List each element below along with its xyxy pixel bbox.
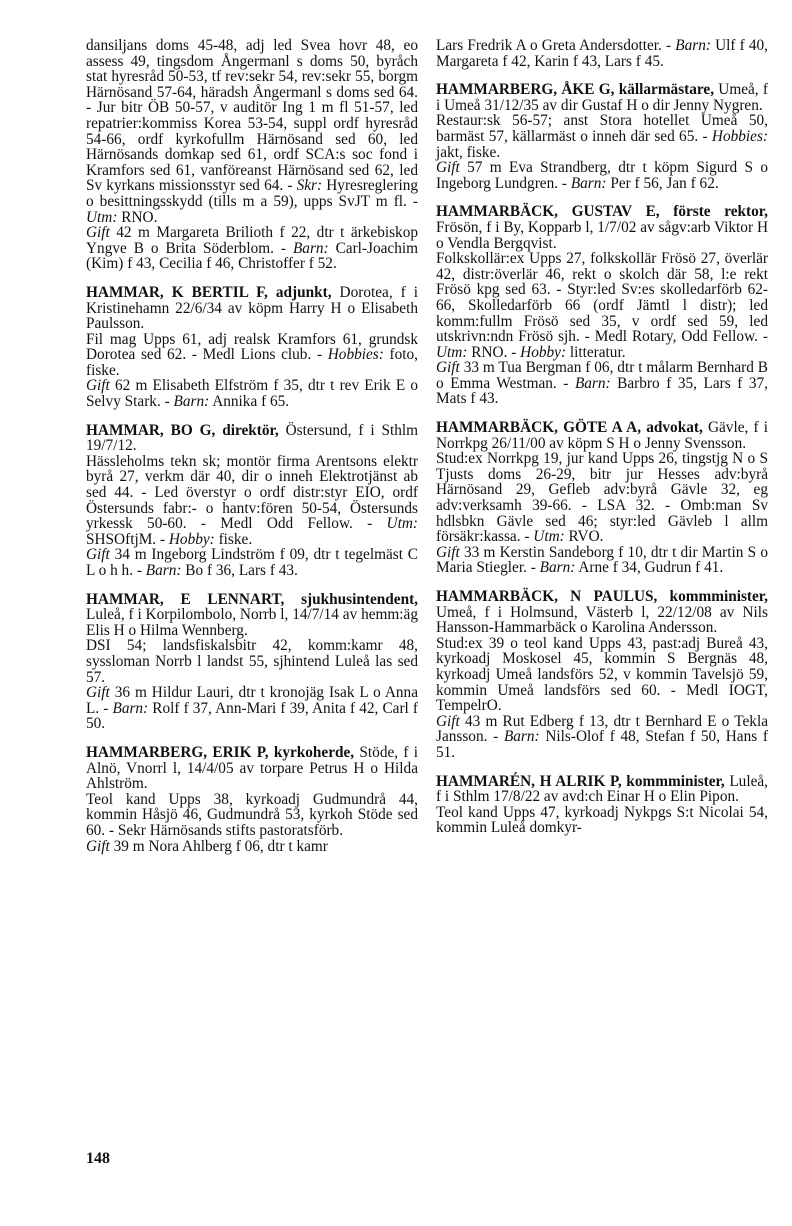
field-label: Barn: bbox=[574, 374, 611, 392]
text-run: Restaur:sk 56-57; anst Stora hotellet Umeå 50, barmäst 57, källarmäst o inneh där sed 65. - bbox=[436, 112, 768, 145]
text-run: fiske. bbox=[214, 530, 253, 548]
entry-paragraph bbox=[86, 547, 418, 578]
biography-entry bbox=[86, 423, 418, 579]
field-label: Barn: bbox=[112, 699, 149, 717]
text-run: DSI 54; landsfiskalsbitr 42, komm:kamr 48, syssloman Norrb l landst 55, sjhintend Luleå las sed 57. bbox=[86, 637, 418, 686]
entry-paragraph bbox=[436, 204, 768, 251]
text-run: 43 m Rut Edberg f 13, dtr t Bernhard E o Tekla Jansson. - bbox=[436, 712, 768, 746]
field-label: Hobbies: bbox=[327, 346, 384, 364]
text-run: dansiljans doms 45-48, adj led Svea hovr 48, eo assess 49, tingsdom Ångermanl s doms 50, byråch stat hyresråd 50-53, tf rev:sekr 54, rev:sekr 55, borgm Härnösand 57-64, häradsh Ångermanl s doms sed 64. - Jur bitr ÖB 50-57, v auditör Ing 1 m fl 51-57, led repatrier:kommiss Korea 53-54, suppl ordf hyresråd 54-66, ordf kyrkofullm Härnösand sed 60, led Härnösands domkap sed 61, ordf SCA:s soc fond i Kramfors sed 61, vanföreanst Härnösand sed 62, led Sv kyrkans missionsstyr sed 64. - bbox=[86, 37, 418, 195]
entry-paragraph bbox=[86, 285, 418, 332]
field-label: Gift bbox=[86, 377, 110, 395]
entry-name: HAMMARÉN, H ALRIK P, bbox=[436, 772, 622, 790]
field-label: Utm: bbox=[386, 515, 418, 533]
text-run: foto, fiske. bbox=[86, 346, 418, 379]
biography-entry bbox=[86, 592, 418, 732]
entry-name: HAMMARBÄCK, GÖTE A A, bbox=[436, 419, 642, 437]
text-run: Östersund, f i Sthlm 19/7/12. bbox=[86, 421, 418, 455]
text-run: Hässleholms tekn sk; montör firma Arentsons elektr byrå 27, verkm där 40, dir o inneh Elektrotjänst ab sed 44. - Led överstyr o ordf distr:styr EIO, ordf Östersunds fabr:- o hantv:fören 50-54, Östersunds yrkessk 50-60. - Medl Odd Fellow. - bbox=[86, 452, 418, 533]
field-label: Utm: bbox=[533, 528, 565, 546]
field-label: Hobby: bbox=[520, 343, 567, 361]
field-label: Gift bbox=[86, 837, 110, 855]
field-label: Barn: bbox=[570, 174, 607, 192]
entry-paragraph bbox=[86, 685, 418, 732]
biography-entry bbox=[86, 745, 418, 854]
text-run: Per f 56, Jan f 62. bbox=[606, 174, 719, 192]
entry-name: HAMMAR, BO G, bbox=[86, 421, 216, 439]
biography-entry bbox=[86, 285, 418, 410]
text-run: Teol kand Upps 38, kyrkoadj Gudmundrå 44, kommin Håsjö 46, Gudmundrå 53, kyrkoh Stöde sed 60. - Sekr Härnösands stifts pastoratsförb. bbox=[86, 790, 418, 839]
entry-paragraph bbox=[86, 745, 418, 792]
entry-paragraph bbox=[436, 805, 768, 836]
text-run: 33 m Kerstin Sandeborg f 10, dtr t dir Martin S o Maria Stiegler. - bbox=[436, 543, 768, 577]
text-run: Carl-Joachim (Kim) f 43, Cecilia f 46, Christoffer f 52. bbox=[86, 239, 419, 273]
entry-paragraph bbox=[86, 423, 418, 454]
entry-name: HAMMAR, K BERTIL F, bbox=[86, 283, 268, 301]
text-run: RNO. bbox=[117, 208, 158, 226]
text-run: Annika f 65. bbox=[209, 393, 290, 411]
entry-paragraph bbox=[436, 636, 768, 714]
text-run: Umeå, f i Umeå 31/12/35 av dir Gustaf H o dir Jenny Nygren. bbox=[436, 81, 768, 114]
text-run: 39 m Nora Ahlberg f 06, dtr t kamr bbox=[109, 837, 328, 855]
entry-title: kommminister, bbox=[657, 588, 768, 605]
text-run: Arne f 34, Gudrun f 41. bbox=[575, 559, 724, 577]
entry-paragraph bbox=[436, 589, 768, 636]
text-run: Stöde, f i Alnö, Vnorrl l, 14/4/05 av torpare Petrus H o Hilda Ahlström. bbox=[86, 743, 418, 793]
biography-entry bbox=[436, 774, 768, 836]
entry-paragraph bbox=[436, 251, 768, 360]
right-column bbox=[436, 38, 768, 849]
text-run: Ulf f 40, Margareta f 42, Karin f 43, Lars f 45. bbox=[436, 37, 768, 70]
entry-paragraph bbox=[436, 113, 768, 160]
field-label: Gift bbox=[86, 546, 110, 564]
entry-name: HAMMAR, E LENNART, bbox=[86, 590, 285, 608]
entry-name: HAMMARBERG, ÅKE G, bbox=[436, 81, 615, 99]
field-label: Gift bbox=[436, 712, 460, 730]
field-label: Utm: bbox=[436, 343, 468, 361]
entry-title: kommminister, bbox=[621, 772, 725, 790]
entry-paragraph bbox=[436, 774, 768, 805]
entry-paragraph bbox=[86, 225, 418, 272]
text-run: Lars Fredrik A o Greta Andersdotter. - bbox=[436, 37, 676, 54]
entry-paragraph bbox=[86, 454, 418, 548]
field-label: Barn: bbox=[539, 559, 576, 577]
text-run: Hyresreglering o besittningsskydd (tills m a 59), upps SvJT m fl. - bbox=[86, 177, 418, 210]
entry-paragraph bbox=[86, 38, 418, 225]
entry-paragraph bbox=[86, 592, 418, 639]
left-column bbox=[86, 38, 418, 867]
field-label: Gift bbox=[436, 359, 460, 377]
text-run: 42 m Margareta Brilioth f 22, dtr t ärkebiskop Yngve B o Brita Söderblom. - bbox=[86, 224, 418, 257]
entry-paragraph bbox=[436, 160, 768, 191]
entry-title: förste rektor, bbox=[659, 203, 768, 221]
entry-paragraph bbox=[436, 38, 768, 69]
text-run: jakt, fiske. bbox=[436, 143, 501, 161]
text-run: Nils-Olof f 48, Stefan f 50, Hans f 51. bbox=[436, 728, 768, 761]
text-run: 57 m Eva Strandberg, dtr t köpm Sigurd S o Ingeborg Lundgren. - bbox=[436, 159, 768, 192]
field-label: Barn: bbox=[145, 562, 182, 579]
text-run: Rolf f 37, Ann-Mari f 39, Anita f 42, Carl f 50. bbox=[86, 699, 418, 733]
entry-paragraph bbox=[86, 378, 418, 409]
entry-paragraph bbox=[86, 638, 418, 685]
entry-name: HAMMARBÄCK, N PAULUS, bbox=[436, 588, 658, 605]
text-run: Frösön, f i By, Kopparb l, 1/7/02 av sågv:arb Viktor H o Vendla Bergqvist. bbox=[436, 218, 768, 252]
text-run: litteratur. bbox=[566, 343, 626, 361]
field-label: Barn: bbox=[173, 393, 210, 411]
entry-paragraph bbox=[86, 332, 418, 379]
biography-entry bbox=[436, 82, 768, 191]
field-label: Hobby: bbox=[168, 530, 215, 548]
text-run: 34 m Ingeborg Lindström f 09, dtr t tegelmäst C L o h h. - bbox=[86, 546, 418, 579]
text-run: Teol kand Upps 47, kyrkoadj Nykpgs S:t Nicolai 54, kommin Luleå domkyr- bbox=[436, 803, 768, 837]
page-number: 148 bbox=[86, 1150, 110, 1167]
biography-entry bbox=[436, 589, 768, 761]
entry-paragraph bbox=[436, 360, 768, 407]
field-label: Gift bbox=[436, 543, 460, 561]
entry-paragraph bbox=[436, 420, 768, 451]
text-run: RNO. - bbox=[467, 343, 521, 361]
entry-paragraph bbox=[86, 792, 418, 839]
field-label: Barn: bbox=[503, 728, 540, 746]
text-run: 33 m Tua Bergman f 06, dtr t målarm Bernhard B o Emma Westman. - bbox=[436, 359, 768, 392]
text-run: 62 m Elisabeth Elfström f 35, dtr t rev Erik E o Selvy Stark. - bbox=[86, 377, 418, 411]
entry-name: HAMMARBERG, ERIK P, bbox=[86, 743, 269, 761]
entry-name: HAMMARBÄCK, GUSTAV E, bbox=[436, 203, 660, 221]
entry-title: adjunkt, bbox=[267, 283, 332, 301]
entry-continuation bbox=[86, 38, 418, 272]
text-run: Folkskollär:ex Upps 27, folkskollär Frösö 27, överlär 42, distr:överlär 46, rekt o skolch där 58, l:e rekt Frösö kpg sed 63. - Styr:led Sv:es skolledarförb 62-66, Skolledarförb 66 (ordf Jämtl l distr); led komm:fullm Frösö sed 35, v ordf sed 59, led utskrivn:ndn Frösö sjh. - Medl Rotary, Odd Fellow. - bbox=[436, 250, 768, 346]
field-label: Skr: bbox=[296, 177, 323, 195]
field-label: Hobbies: bbox=[711, 127, 768, 145]
entry-paragraph bbox=[436, 451, 768, 545]
text-run: Umeå, f i Holmsund, Västerb l, 22/12/08 av Nils Hansson-Hammarbäck o Karolina Andersson. bbox=[436, 603, 768, 637]
biography-entry bbox=[436, 420, 768, 576]
text-run: Stud:ex 39 o teol kand Upps 43, past:adj Bureå 43, kyrkoadj Moskosel 45, kommin S Bergnäs 48, kyrkoadj Umeå landsförs 52, v kommin Tavelsjö 59, kommin Umeå landsförs sed 60. - Medl IOGT, TempelrO. bbox=[436, 634, 768, 715]
text-run: Barbro f 35, Lars f 37, Mats f 43. bbox=[436, 374, 768, 408]
entry-paragraph bbox=[436, 82, 768, 113]
text-run: Luleå, f i Sthlm 17/8/22 av avd:ch Einar H o Elin Pipon. bbox=[436, 772, 768, 806]
field-label: Gift bbox=[86, 224, 110, 242]
entry-continuation bbox=[436, 38, 768, 69]
field-label: Utm: bbox=[86, 208, 118, 226]
text-run: 36 m Hildur Lauri, dtr t kronojäg Isak L o Anna L. - bbox=[86, 684, 418, 717]
entry-paragraph bbox=[436, 714, 768, 761]
entry-paragraph bbox=[436, 545, 768, 576]
field-label: Barn: bbox=[675, 37, 711, 54]
field-label: Barn: bbox=[292, 239, 329, 257]
entry-title: källarmästare, bbox=[614, 81, 715, 99]
biography-entry bbox=[436, 204, 768, 407]
text-run: SHSOftjM. - bbox=[86, 530, 169, 548]
text-run: Dorotea, f i Kristinehamn 22/6/34 av köpm Harry H o Elisabeth Paulsson. bbox=[86, 283, 418, 333]
entry-title: kyrkoherde, bbox=[268, 743, 355, 761]
entry-title: advokat, bbox=[641, 419, 703, 437]
entry-title: sjukhusintendent, bbox=[284, 590, 418, 608]
entry-title: direktör, bbox=[215, 421, 279, 439]
text-run: Bo f 36, Lars f 43. bbox=[181, 562, 298, 579]
text-run: Luleå, f i Korpilombolo, Norrb l, 14/7/14 av hemm:äg Elis H o Hilma Wennberg. bbox=[86, 606, 418, 639]
entry-paragraph bbox=[86, 839, 418, 855]
field-label: Gift bbox=[86, 684, 110, 702]
text-run: Stud:ex Norrkpg 19, jur kand Upps 26, tingstjg N o S Tjusts doms 26-29, bitr jur Hesses adv:byrå Härnösand 29, Gefleb adv:byrå Gävle 32, eg adv:verksamh 39-66. - LSA 32. - Omb:man Sv hdlsbkn Gävle sed 46; styr:led Gävleb l allm försäkr:kassa. - bbox=[436, 450, 768, 546]
text-run: RVO. bbox=[564, 528, 604, 546]
field-label: Gift bbox=[436, 159, 460, 177]
text-run: Gävle, f i Norrkpg 26/11/00 av köpm S H o Jenny Svensson. bbox=[436, 419, 769, 452]
text-run: Fil mag Upps 61, adj realsk Kramfors 61, grundsk Dorotea sed 62. - Medl Lions club. - bbox=[86, 330, 418, 364]
